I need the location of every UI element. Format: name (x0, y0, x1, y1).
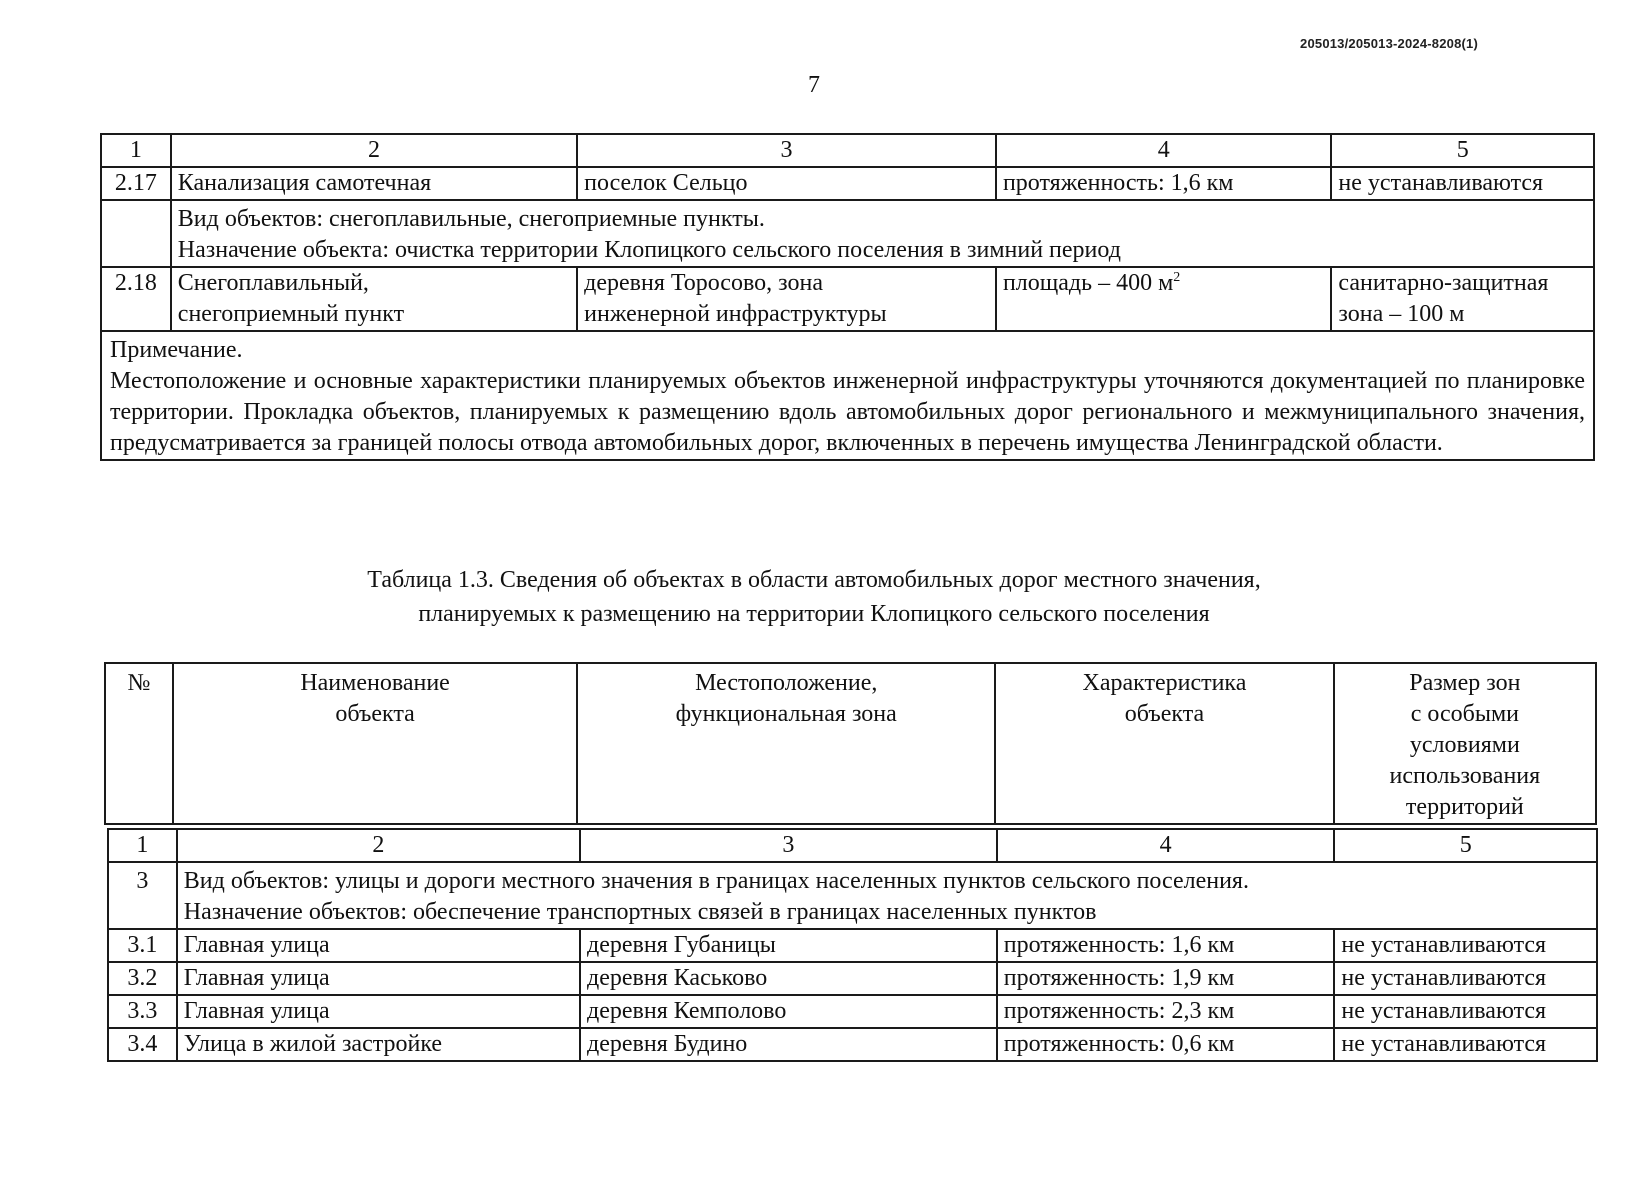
document-id: 205013/205013-2024-8208(1) (1300, 36, 1478, 51)
header-line: использования (1389, 763, 1541, 789)
header-location (577, 663, 995, 824)
object-location-line: инженерной инфраструктуры (584, 301, 887, 327)
object-name-line: Снегоплавильный, (177, 270, 369, 296)
object-characteristic: протяженность: 1,9 км (997, 962, 1335, 995)
header-line: Размер зон (1409, 670, 1521, 696)
header-line: условиями (1409, 732, 1520, 758)
table-row (108, 962, 1597, 995)
header-zone-size (1334, 663, 1596, 824)
group-row (108, 862, 1597, 929)
note-title: Примечание. (110, 337, 243, 363)
header-line: с особыми (1410, 701, 1519, 727)
object-type-text: Вид объектов: улицы и дороги местного значения в границах населенных пунктов сельского поселения. (183, 868, 1249, 894)
table-row (108, 995, 1597, 1028)
column-number: 5 (1334, 829, 1597, 862)
column-number-row (108, 829, 1597, 862)
object-characteristic: протяженность: 2,3 км (997, 995, 1335, 1028)
row-number: 3.2 (108, 962, 177, 995)
column-number: 2 (171, 134, 577, 167)
zone-size: не устанавливаются (1334, 962, 1597, 995)
header-characteristic (995, 663, 1334, 824)
column-number: 2 (177, 829, 580, 862)
object-location: деревня Кемполово (580, 995, 997, 1028)
header-line: Характеристика (1082, 670, 1247, 696)
header-number: № (105, 663, 173, 824)
zone-size-line: санитарно-защитная (1338, 270, 1549, 296)
row-number: 3.1 (108, 929, 177, 962)
object-location: деревня Будино (580, 1028, 997, 1061)
header-line: функциональная зона (675, 701, 897, 727)
group-row (101, 200, 1594, 267)
header-row (105, 663, 1596, 824)
table-row (108, 1028, 1597, 1061)
note-row (101, 331, 1594, 460)
object-characteristic (996, 267, 1331, 331)
table-caption-line: Таблица 1.3. Сведения об объектах в области автомобильных дорог местного значения, (367, 567, 1261, 593)
header-line: Местоположение, (695, 670, 878, 696)
roads-table-body (107, 828, 1598, 1062)
column-number: 3 (580, 829, 997, 862)
zone-size: не устанавливаются (1334, 1028, 1597, 1061)
object-location: деревня Губаницы (580, 929, 997, 962)
column-number: 5 (1331, 134, 1594, 167)
row-number: 2.18 (101, 267, 171, 331)
group-number: 3 (108, 862, 177, 929)
object-location (577, 267, 996, 331)
row-number: 3.4 (108, 1028, 177, 1061)
object-purpose-text: Назначение объекта: очистка территории Клопицкого сельского поселения в зимний период (177, 237, 1121, 263)
group-description (177, 862, 1597, 929)
object-type-text: Вид объектов: снегоплавильные, снегоприемные пункты. (177, 206, 765, 232)
zone-size: не устанавливаются (1331, 167, 1594, 200)
column-number: 1 (108, 829, 177, 862)
object-location-line: деревня Торосово, зона (584, 270, 823, 296)
table-row (101, 267, 1594, 331)
column-number: 3 (577, 134, 996, 167)
object-purpose-text: Назначение объектов: обеспечение транспортных связей в границах населенных пунктов (183, 899, 1097, 925)
object-name: Главная улица (177, 929, 580, 962)
note-text: Местоположение и основные характеристики планируемых объектов инженерной инфраструктуры уточняются документацией по планировке территории. Прокладка объектов, планируемых к размещению вдоль автомобильных дорог регионального и межмуниципального значения, предусматривается за границей полосы отвода автомобильных дорог, включенных в перечень имущества Ленинградской области. (110, 368, 1585, 456)
zone-size-line: зона – 100 м (1338, 301, 1465, 327)
header-line: территорий (1405, 794, 1524, 820)
object-name: Главная улица (177, 962, 580, 995)
column-number: 4 (997, 829, 1335, 862)
object-name-line: снегоприемный пункт (177, 301, 405, 327)
row-number: 3.3 (108, 995, 177, 1028)
table-row (101, 167, 1594, 200)
object-name: Улица в жилой застройке (177, 1028, 580, 1061)
object-name: Главная улица (177, 995, 580, 1028)
object-characteristic: протяженность: 1,6 км (996, 167, 1331, 200)
object-characteristic: протяженность: 0,6 км (997, 1028, 1335, 1061)
column-number-row (101, 134, 1594, 167)
group-number-empty (101, 200, 171, 267)
table-row (108, 929, 1597, 962)
header-name (173, 663, 577, 824)
header-line: объекта (335, 701, 415, 727)
object-location: деревня Каськово (580, 962, 997, 995)
header-line: объекта (1124, 701, 1205, 727)
object-characteristic: протяженность: 1,6 км (997, 929, 1335, 962)
zone-size: не устанавливаются (1334, 995, 1597, 1028)
note-cell (101, 331, 1594, 460)
area-value: площадь – 400 м (1002, 270, 1174, 296)
object-location: поселок Сельцо (577, 167, 996, 200)
group-description (171, 200, 1594, 267)
object-name: Канализация самотечная (171, 167, 577, 200)
column-number: 1 (101, 134, 171, 167)
zone-size (1331, 267, 1594, 331)
object-name (171, 267, 577, 331)
header-line: Наименование (300, 670, 450, 696)
zone-size: не устанавливаются (1334, 929, 1597, 962)
area-unit-superscript: 2 (1173, 270, 1181, 285)
table-caption-line: планируемых к размещению на территории Клопицкого сельского поселения (418, 601, 1210, 627)
column-number: 4 (996, 134, 1331, 167)
table-caption (0, 563, 1628, 631)
page-number: 7 (808, 72, 820, 98)
roads-table-header (104, 662, 1597, 825)
row-number: 2.17 (101, 167, 171, 200)
infrastructure-table-continuation (100, 133, 1595, 461)
